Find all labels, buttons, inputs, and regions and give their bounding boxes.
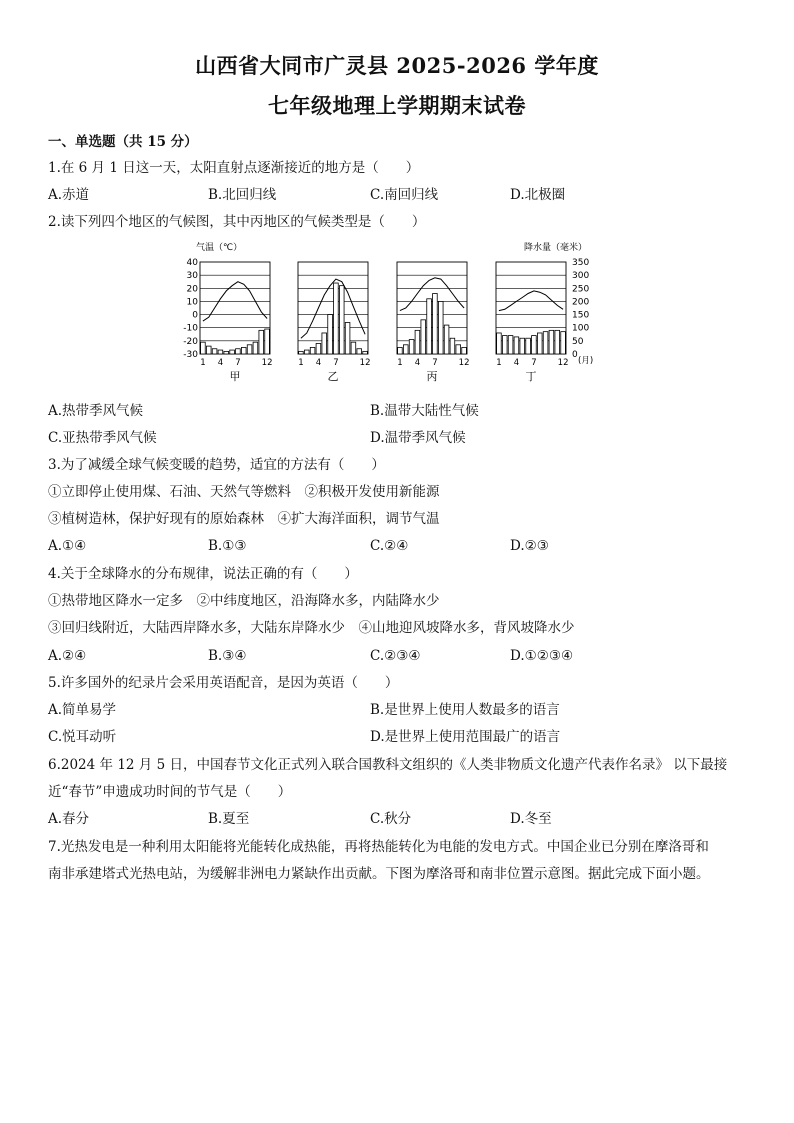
q4-option-a[interactable]: A.②④ bbox=[48, 648, 87, 664]
q5-option-c[interactable]: C.悦耳动听 bbox=[48, 729, 117, 745]
question-4-stem: 4.关于全球降水的分布规律，说法正确的有（ ） bbox=[48, 566, 358, 582]
month-tick-label: 1 bbox=[496, 358, 502, 368]
q5-option-b[interactable]: B.是世界上使用人数最多的语言 bbox=[370, 702, 560, 718]
q1-option-d[interactable]: D.北极圈 bbox=[510, 187, 566, 203]
precip-bar bbox=[403, 345, 408, 354]
precip-bar bbox=[230, 350, 235, 354]
question-7-stem-line1: 7.光热发电是一种利用太阳能将光能转化成热能，再将热能转化为电能的发电方式。中国企业已分别在摩洛哥和 bbox=[48, 839, 709, 855]
question-7-stem-line2: 南非承建塔式光热电站，为缓解非洲电力紧缺作出贡献。下图为摩洛哥和南非位置示意图。据此完成下面小题。 bbox=[48, 866, 710, 882]
precip-bar bbox=[427, 299, 432, 354]
month-tick-label: 7 bbox=[432, 358, 438, 368]
q4-option-c[interactable]: C.②③④ bbox=[370, 648, 421, 664]
q6-option-c[interactable]: C.秋分 bbox=[370, 811, 412, 827]
q3-statements-1: ①立即停止使用煤、石油、天然气等燃料 ②积极开发使用新能源 bbox=[48, 484, 440, 500]
precip-bar bbox=[206, 346, 211, 354]
precip-tick-label: 250 bbox=[572, 284, 590, 295]
precip-bar bbox=[316, 343, 321, 354]
precip-tick-label: 0 bbox=[572, 350, 578, 360]
q1-option-c[interactable]: C.南回归线 bbox=[370, 187, 439, 203]
month-tick-label: 1 bbox=[397, 358, 403, 368]
q5-option-a[interactable]: A.简单易学 bbox=[48, 702, 117, 718]
precip-bar bbox=[398, 347, 403, 354]
temperature-line bbox=[301, 279, 365, 338]
precip-bar bbox=[421, 320, 426, 354]
section-heading-single-choice: 一、单选题（共 15 分） bbox=[48, 134, 198, 150]
precip-bar bbox=[310, 347, 315, 354]
precip-bar bbox=[339, 286, 344, 354]
temperature-line bbox=[499, 291, 563, 311]
precip-bar bbox=[508, 336, 513, 354]
precip-bar bbox=[514, 337, 519, 354]
precip-bar bbox=[322, 333, 327, 354]
question-3-stem: 3.为了减缓全球气候变暖的趋势，适宜的方法有（ ） bbox=[48, 457, 385, 473]
q6-option-d[interactable]: D.冬至 bbox=[510, 811, 552, 827]
exam-title-line2: 七年级地理上学期期末试卷 bbox=[268, 93, 526, 118]
precip-axis-label: 降水量（毫米） bbox=[524, 243, 588, 253]
month-tick-label: 4 bbox=[217, 358, 224, 368]
question-6-stem-line1: 6.2024 年 12 月 5 日，中国春节文化正式列入联合国教科文组织的《人类非物质文化遗产代表作名录》 以下最接 bbox=[48, 757, 728, 773]
precip-bar bbox=[526, 338, 531, 354]
month-tick-label: 4 bbox=[513, 358, 520, 368]
q2-option-a[interactable]: A.热带季风气候 bbox=[48, 403, 144, 419]
q3-option-d[interactable]: D.②③ bbox=[510, 538, 549, 554]
panel-label: 乙 bbox=[327, 370, 339, 383]
precip-tick-label: 300 bbox=[572, 271, 590, 282]
precip-bar bbox=[502, 336, 507, 354]
panel-frame bbox=[397, 262, 467, 354]
panel-label: 甲 bbox=[229, 370, 241, 383]
precip-bar bbox=[201, 342, 206, 354]
precip-bar bbox=[253, 342, 258, 354]
climate-panel-3 bbox=[397, 262, 469, 383]
precip-bar bbox=[212, 349, 217, 354]
month-tick-label: 1 bbox=[298, 358, 304, 368]
month-tick-label: 7 bbox=[333, 358, 339, 368]
precip-bar bbox=[218, 350, 223, 354]
month-tick-label: 4 bbox=[315, 358, 322, 368]
q3-option-b[interactable]: B.①③ bbox=[208, 538, 247, 554]
precip-tick-label: 350 bbox=[572, 258, 590, 268]
q2-option-d[interactable]: D.温带季风气候 bbox=[370, 430, 466, 446]
precip-bar bbox=[462, 347, 467, 354]
q4-statements-2: ③回归线附近，大陆西岸降水多，大陆东岸降水少 ④山地迎风坡降水多，背风坡降水少 bbox=[48, 620, 575, 636]
q6-option-a[interactable]: A.春分 bbox=[48, 811, 90, 827]
month-tick-label: 12 bbox=[557, 358, 569, 368]
precip-bar bbox=[304, 350, 309, 354]
temp-tick-label: -30 bbox=[183, 350, 198, 360]
precip-bar bbox=[543, 332, 548, 354]
temp-tick-label: -20 bbox=[183, 336, 198, 347]
precip-bar bbox=[334, 283, 339, 354]
panel-label: 丁 bbox=[525, 370, 537, 383]
precip-tick-label: 100 bbox=[572, 323, 590, 334]
precip-bar bbox=[345, 322, 350, 354]
month-tick-label: 4 bbox=[414, 358, 421, 368]
q5-option-d[interactable]: D.是世界上使用范围最广的语言 bbox=[370, 729, 561, 745]
q1-option-b[interactable]: B.北回归线 bbox=[208, 187, 277, 203]
q3-option-c[interactable]: C.②④ bbox=[370, 538, 409, 554]
climate-panel-4 bbox=[496, 262, 568, 383]
q2-option-b[interactable]: B.温带大陆性气候 bbox=[370, 403, 479, 419]
precip-bar bbox=[537, 333, 542, 354]
precip-bar bbox=[450, 338, 455, 354]
exam-title-line1: 山西省大同市广灵县 2025-2026 学年度 bbox=[195, 53, 599, 78]
month-tick-label: 12 bbox=[359, 358, 371, 368]
precip-bar bbox=[224, 351, 229, 354]
precip-bar bbox=[265, 329, 270, 354]
q4-option-b[interactable]: B.③④ bbox=[208, 648, 247, 664]
precip-bar bbox=[299, 351, 304, 354]
precip-tick-label: 200 bbox=[572, 297, 590, 308]
month-unit-label: (月) bbox=[578, 356, 594, 366]
precip-bar bbox=[520, 338, 525, 354]
precip-bar bbox=[444, 325, 449, 354]
month-tick-label: 1 bbox=[200, 358, 206, 368]
temperature-line bbox=[400, 278, 464, 311]
panel-label: 丙 bbox=[426, 370, 438, 383]
question-6-stem-line2: 近“春节”申遗成功时间的节气是（ ） bbox=[48, 784, 292, 800]
precip-bar bbox=[328, 315, 333, 354]
q2-option-c[interactable]: C.亚热带季风气候 bbox=[48, 430, 157, 446]
precip-tick-label: 150 bbox=[572, 310, 590, 321]
precip-bar bbox=[415, 330, 420, 354]
precip-bar bbox=[532, 336, 537, 354]
precip-bar bbox=[259, 330, 264, 354]
precip-bar bbox=[357, 349, 362, 354]
q4-option-d[interactable]: D.①②③④ bbox=[510, 648, 574, 664]
precip-bar bbox=[555, 330, 560, 354]
question-2-stem: 2.读下列四个地区的气候图，其中丙地区的气候类型是（ ） bbox=[48, 214, 426, 230]
temp-tick-label: 30 bbox=[186, 271, 198, 282]
climate-panel-2 bbox=[298, 262, 370, 383]
temp-tick-label: 20 bbox=[186, 284, 198, 295]
precip-bar bbox=[433, 294, 438, 354]
q3-statements-2: ③植树造林，保护好现有的原始森林 ④扩大海洋面积，调节气温 bbox=[48, 511, 440, 527]
question-5-stem: 5.许多国外的纪录片会采用英语配音，是因为英语（ ） bbox=[48, 675, 399, 691]
q4-statements-1: ①热带地区降水一定多 ②中纬度地区，沿海降水多，内陆降水少 bbox=[48, 593, 440, 609]
temp-axis-label: 气温（℃） bbox=[196, 243, 243, 253]
precip-bar bbox=[363, 351, 368, 354]
temp-tick-label: 40 bbox=[186, 258, 198, 268]
precip-bar bbox=[351, 342, 356, 354]
question-1-stem: 1.在 6 月 1 日这一天，太阳直射点逐渐接近的地方是（ ） bbox=[48, 160, 420, 176]
temp-tick-label: 10 bbox=[186, 297, 198, 308]
precip-bar bbox=[497, 333, 502, 354]
panel-frame bbox=[298, 262, 368, 354]
month-tick-label: 12 bbox=[458, 358, 470, 368]
precip-bar bbox=[409, 340, 414, 354]
precip-bar bbox=[438, 301, 443, 354]
temp-tick-label: 0 bbox=[192, 310, 198, 321]
precip-bar bbox=[241, 347, 246, 354]
climate-charts-figure bbox=[183, 238, 608, 386]
q3-option-a[interactable]: A.①④ bbox=[48, 538, 87, 554]
precip-bar bbox=[549, 330, 554, 354]
q6-option-b[interactable]: B.夏至 bbox=[208, 811, 250, 827]
month-tick-label: 7 bbox=[235, 358, 241, 368]
month-tick-label: 12 bbox=[261, 358, 273, 368]
temp-tick-label: -10 bbox=[183, 323, 198, 334]
precip-bar bbox=[247, 345, 252, 354]
climate-panel-1 bbox=[200, 262, 272, 383]
month-tick-label: 7 bbox=[531, 358, 537, 368]
q1-option-a[interactable]: A.赤道 bbox=[48, 187, 90, 203]
precip-bar bbox=[236, 349, 241, 354]
precip-bar bbox=[456, 345, 461, 354]
precip-bar bbox=[561, 332, 566, 354]
precip-tick-label: 50 bbox=[572, 336, 584, 347]
